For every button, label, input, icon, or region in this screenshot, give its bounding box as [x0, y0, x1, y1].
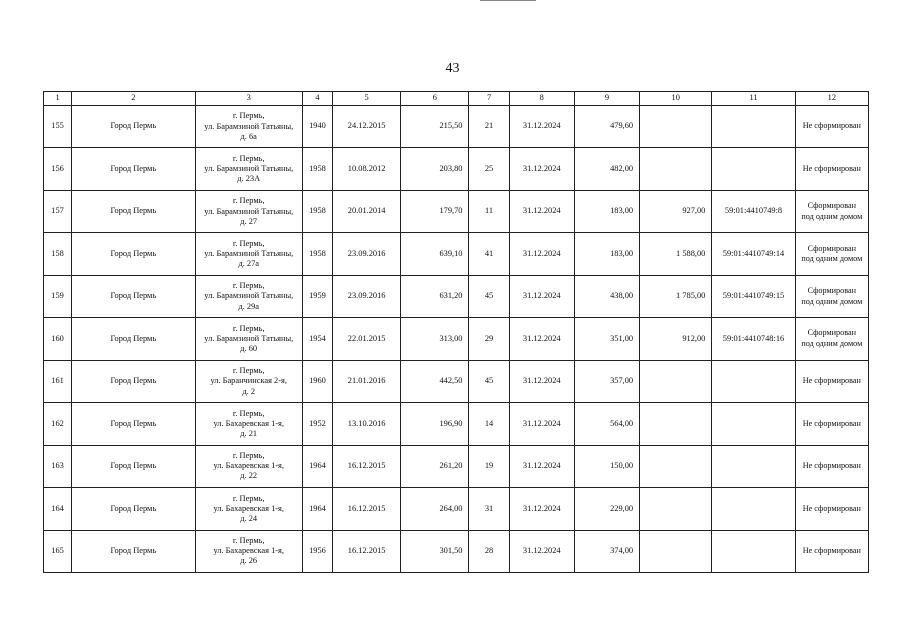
- plot-status-cell: [795, 360, 868, 402]
- date-cell: 10.08.2012: [333, 148, 401, 190]
- area-cell: 179,70: [401, 190, 469, 232]
- year-cell: 1956: [302, 530, 332, 572]
- count-cell: 21: [469, 106, 509, 148]
- cadastral-number-cell: 59:01:4410749:8: [712, 190, 795, 232]
- value-cell: 479,60: [574, 106, 639, 148]
- plot-status-cell-line: Не сформирован: [802, 461, 861, 471]
- address-cell: [195, 106, 302, 148]
- address-cell-line: ул. Барамзиной Татьяны,: [204, 291, 294, 301]
- count-cell: 19: [469, 445, 509, 487]
- cadastral-number-cell: [712, 360, 795, 402]
- plot-status-cell: [795, 275, 868, 317]
- row-number-cell: 163: [44, 445, 72, 487]
- address-cell-line: д. 2: [242, 386, 256, 396]
- municipality-cell: Город Пермь: [72, 275, 195, 317]
- plot-status-cell: [795, 530, 868, 572]
- row-number-cell: 158: [44, 233, 72, 275]
- year-cell: 1958: [302, 190, 332, 232]
- plot-status-cell: [795, 488, 868, 530]
- plot-status-cell-line: Не сформирован: [802, 163, 861, 173]
- address-cell: [195, 360, 302, 402]
- area-cell: 631,20: [401, 275, 469, 317]
- address-cell-line: ул. Барамзиной Татьяны,: [204, 333, 294, 343]
- address-cell-line: г. Пермь,: [232, 153, 265, 163]
- top-scan-rule: [480, 0, 536, 1]
- table-body: [44, 106, 869, 573]
- row-number-cell: 162: [44, 403, 72, 445]
- area-cell: 264,00: [401, 488, 469, 530]
- address-cell: [195, 275, 302, 317]
- plot-area-cell: [640, 403, 712, 445]
- area-cell: 313,00: [401, 318, 469, 360]
- year-cell: 1958: [302, 148, 332, 190]
- count-cell: 11: [469, 190, 509, 232]
- header-cell: 1: [44, 92, 72, 106]
- address-cell-line: ул. Барамзиной Татьяны,: [204, 121, 294, 131]
- plot-area-cell: 912,00: [640, 318, 712, 360]
- year-cell: 1940: [302, 106, 332, 148]
- table-row: [44, 488, 869, 530]
- value-cell: 374,00: [574, 530, 639, 572]
- address-cell-line: д. 27а: [238, 259, 259, 269]
- municipality-cell: Город Пермь: [72, 190, 195, 232]
- year-cell: 1954: [302, 318, 332, 360]
- header-cell: 5: [333, 92, 401, 106]
- plot-status-cell-line: под одним домом: [801, 338, 863, 348]
- municipality-cell: Город Пермь: [72, 445, 195, 487]
- header-cell: 2: [72, 92, 195, 106]
- date-cell: 22.01.2015: [333, 318, 401, 360]
- date-cell: 24.12.2015: [333, 106, 401, 148]
- cadastral-number-cell: [712, 445, 795, 487]
- cadastral-number-cell: [712, 106, 795, 148]
- date-cell: 21.01.2016: [333, 360, 401, 402]
- plot-status-cell-line: под одним домом: [801, 254, 863, 264]
- deadline-cell: 31.12.2024: [509, 360, 574, 402]
- cadastral-number-cell: 59:01:4410749:14: [712, 233, 795, 275]
- count-cell: 45: [469, 275, 509, 317]
- area-cell: 301,50: [401, 530, 469, 572]
- deadline-cell: 31.12.2024: [509, 445, 574, 487]
- plot-status-cell: [795, 318, 868, 360]
- housing-register-table: [43, 91, 869, 573]
- address-cell-line: г. Пермь,: [232, 451, 265, 461]
- value-cell: 183,00: [574, 190, 639, 232]
- municipality-cell: Город Пермь: [72, 233, 195, 275]
- deadline-cell: 31.12.2024: [509, 106, 574, 148]
- header-cell: 8: [509, 92, 574, 106]
- area-cell: 261,20: [401, 445, 469, 487]
- plot-status-cell-line: Сформирован: [807, 201, 856, 211]
- plot-status-cell-line: под одним домом: [801, 211, 863, 221]
- date-cell: 23.09.2016: [333, 275, 401, 317]
- address-cell-line: г. Пермь,: [232, 111, 265, 121]
- header-cell: 7: [469, 92, 509, 106]
- row-number-cell: 160: [44, 318, 72, 360]
- plot-status-cell-line: Сформирован: [807, 328, 856, 338]
- count-cell: 25: [469, 148, 509, 190]
- address-cell-line: д. 60: [240, 344, 258, 354]
- cadastral-number-cell: [712, 488, 795, 530]
- table-row: [44, 275, 869, 317]
- row-number-cell: 164: [44, 488, 72, 530]
- address-cell-line: г. Пермь,: [232, 196, 265, 206]
- plot-status-cell-line: Сформирован: [807, 243, 856, 253]
- plot-status-cell-line: Не сформирован: [802, 418, 861, 428]
- row-number-cell: 156: [44, 148, 72, 190]
- header-row: [44, 92, 869, 106]
- header-cell: 11: [712, 92, 795, 106]
- address-cell-line: д. 24: [240, 513, 258, 523]
- count-cell: 45: [469, 360, 509, 402]
- address-cell: [195, 530, 302, 572]
- municipality-cell: Город Пермь: [72, 530, 195, 572]
- address-cell-line: д. 22: [240, 471, 258, 481]
- value-cell: 438,00: [574, 275, 639, 317]
- plot-area-cell: [640, 488, 712, 530]
- deadline-cell: 31.12.2024: [509, 148, 574, 190]
- area-cell: 215,50: [401, 106, 469, 148]
- date-cell: 23.09.2016: [333, 233, 401, 275]
- table-row: [44, 190, 869, 232]
- address-cell-line: г. Пермь,: [232, 238, 265, 248]
- cadastral-number-cell: [712, 403, 795, 445]
- plot-status-cell: [795, 403, 868, 445]
- row-number-cell: 155: [44, 106, 72, 148]
- area-cell: 203,80: [401, 148, 469, 190]
- header-cell: 6: [401, 92, 469, 106]
- value-cell: 150,00: [574, 445, 639, 487]
- address-cell: [195, 403, 302, 445]
- header-cell: 9: [574, 92, 639, 106]
- municipality-cell: Город Пермь: [72, 106, 195, 148]
- deadline-cell: 31.12.2024: [509, 530, 574, 572]
- date-cell: 16.12.2015: [333, 445, 401, 487]
- row-number-cell: 161: [44, 360, 72, 402]
- year-cell: 1960: [302, 360, 332, 402]
- cadastral-number-cell: 59:01:4410748:16: [712, 318, 795, 360]
- plot-area-cell: [640, 106, 712, 148]
- address-cell-line: д. 26: [240, 556, 258, 566]
- table-row: [44, 360, 869, 402]
- address-cell-line: ул. Барамзиной Татьяны,: [204, 164, 294, 174]
- plot-status-cell: [795, 190, 868, 232]
- table-row: [44, 106, 869, 148]
- table-row: [44, 530, 869, 572]
- year-cell: 1952: [302, 403, 332, 445]
- address-cell-line: г. Пермь,: [232, 493, 265, 503]
- count-cell: 28: [469, 530, 509, 572]
- deadline-cell: 31.12.2024: [509, 233, 574, 275]
- count-cell: 14: [469, 403, 509, 445]
- deadline-cell: 31.12.2024: [509, 318, 574, 360]
- date-cell: 20.01.2014: [333, 190, 401, 232]
- area-cell: 639,10: [401, 233, 469, 275]
- table-row: [44, 148, 869, 190]
- address-cell-line: д. 21: [240, 429, 258, 438]
- address-cell-line: ул. Барамзиной Татьяны,: [204, 248, 294, 258]
- address-cell: [195, 488, 302, 530]
- address-cell-line: д. 27: [240, 216, 258, 226]
- count-cell: 41: [469, 233, 509, 275]
- cadastral-number-cell: 59:01:4410749:15: [712, 275, 795, 317]
- plot-area-cell: [640, 360, 712, 402]
- plot-area-cell: 927,00: [640, 190, 712, 232]
- year-cell: 1964: [302, 445, 332, 487]
- address-cell-line: д. 23А: [237, 174, 261, 184]
- value-cell: 564,00: [574, 403, 639, 445]
- plot-status-cell-line: Не сформирован: [802, 376, 861, 386]
- plot-status-cell: [795, 445, 868, 487]
- address-cell-line: ул. Баранчинская 2-я,: [210, 376, 287, 386]
- deadline-cell: 31.12.2024: [509, 403, 574, 445]
- header-cell: 3: [195, 92, 302, 106]
- table-row: [44, 403, 869, 445]
- address-cell-line: г. Пермь,: [232, 323, 265, 333]
- table-row: [44, 445, 869, 487]
- count-cell: 31: [469, 488, 509, 530]
- plot-status-cell-line: Не сформирован: [802, 121, 861, 131]
- plot-status-cell-line: Не сформирован: [802, 546, 861, 556]
- address-cell-line: г. Пермь,: [232, 366, 265, 376]
- deadline-cell: 31.12.2024: [509, 275, 574, 317]
- date-cell: 16.12.2015: [333, 488, 401, 530]
- value-cell: 357,00: [574, 360, 639, 402]
- area-cell: 442,50: [401, 360, 469, 402]
- year-cell: 1958: [302, 233, 332, 275]
- plot-status-cell: [795, 106, 868, 148]
- address-cell-line: г. Пермь,: [232, 535, 265, 545]
- address-cell-line: ул. Бахаревская 1-я,: [213, 461, 284, 471]
- address-cell: [195, 318, 302, 360]
- address-cell: [195, 148, 302, 190]
- plot-area-cell: [640, 530, 712, 572]
- plot-area-cell: 1 588,00: [640, 233, 712, 275]
- header-cell: 4: [302, 92, 332, 106]
- address-cell-line: г. Пермь,: [232, 281, 265, 291]
- area-cell: 196,90: [401, 403, 469, 445]
- municipality-cell: Город Пермь: [72, 360, 195, 402]
- address-cell-line: ул. Бахаревская 1-я,: [213, 418, 284, 428]
- table-row: [44, 318, 869, 360]
- deadline-cell: 31.12.2024: [509, 190, 574, 232]
- deadline-cell: 31.12.2024: [509, 488, 574, 530]
- plot-status-cell-line: Не сформирован: [802, 503, 861, 513]
- year-cell: 1964: [302, 488, 332, 530]
- date-cell: 13.10.2016: [333, 403, 401, 445]
- address-cell-line: д. 29а: [238, 301, 259, 311]
- date-cell: 16.12.2015: [333, 530, 401, 572]
- header-cell: 12: [795, 92, 868, 106]
- header-cell: 10: [640, 92, 712, 106]
- address-cell: [195, 190, 302, 232]
- address-cell-line: г. Пермь,: [232, 408, 265, 418]
- address-cell-line: ул. Бахаревская 1-я,: [213, 503, 284, 513]
- value-cell: 229,00: [574, 488, 639, 530]
- municipality-cell: Город Пермь: [72, 488, 195, 530]
- plot-status-cell: [795, 148, 868, 190]
- plot-area-cell: 1 785,00: [640, 275, 712, 317]
- address-cell: [195, 445, 302, 487]
- value-cell: 482,00: [574, 148, 639, 190]
- plot-status-cell: [795, 233, 868, 275]
- row-number-cell: 165: [44, 530, 72, 572]
- municipality-cell: Город Пермь: [72, 403, 195, 445]
- plot-status-cell-line: Сформирован: [807, 286, 856, 296]
- page-number: 43: [445, 61, 460, 76]
- cadastral-number-cell: [712, 530, 795, 572]
- address-cell-line: ул. Барамзиной Татьяны,: [204, 206, 294, 216]
- row-number-cell: 159: [44, 275, 72, 317]
- row-number-cell: 157: [44, 190, 72, 232]
- count-cell: 29: [469, 318, 509, 360]
- address-cell: [195, 233, 302, 275]
- value-cell: 183,00: [574, 233, 639, 275]
- address-cell-line: д. 6а: [240, 131, 257, 141]
- municipality-cell: Город Пермь: [72, 148, 195, 190]
- plot-area-cell: [640, 445, 712, 487]
- cadastral-number-cell: [712, 148, 795, 190]
- table-row: [44, 233, 869, 275]
- plot-area-cell: [640, 148, 712, 190]
- address-cell-line: ул. Бахаревская 1-я,: [213, 546, 284, 556]
- plot-status-cell-line: под одним домом: [801, 296, 863, 306]
- municipality-cell: Город Пермь: [72, 318, 195, 360]
- value-cell: 351,00: [574, 318, 639, 360]
- year-cell: 1959: [302, 275, 332, 317]
